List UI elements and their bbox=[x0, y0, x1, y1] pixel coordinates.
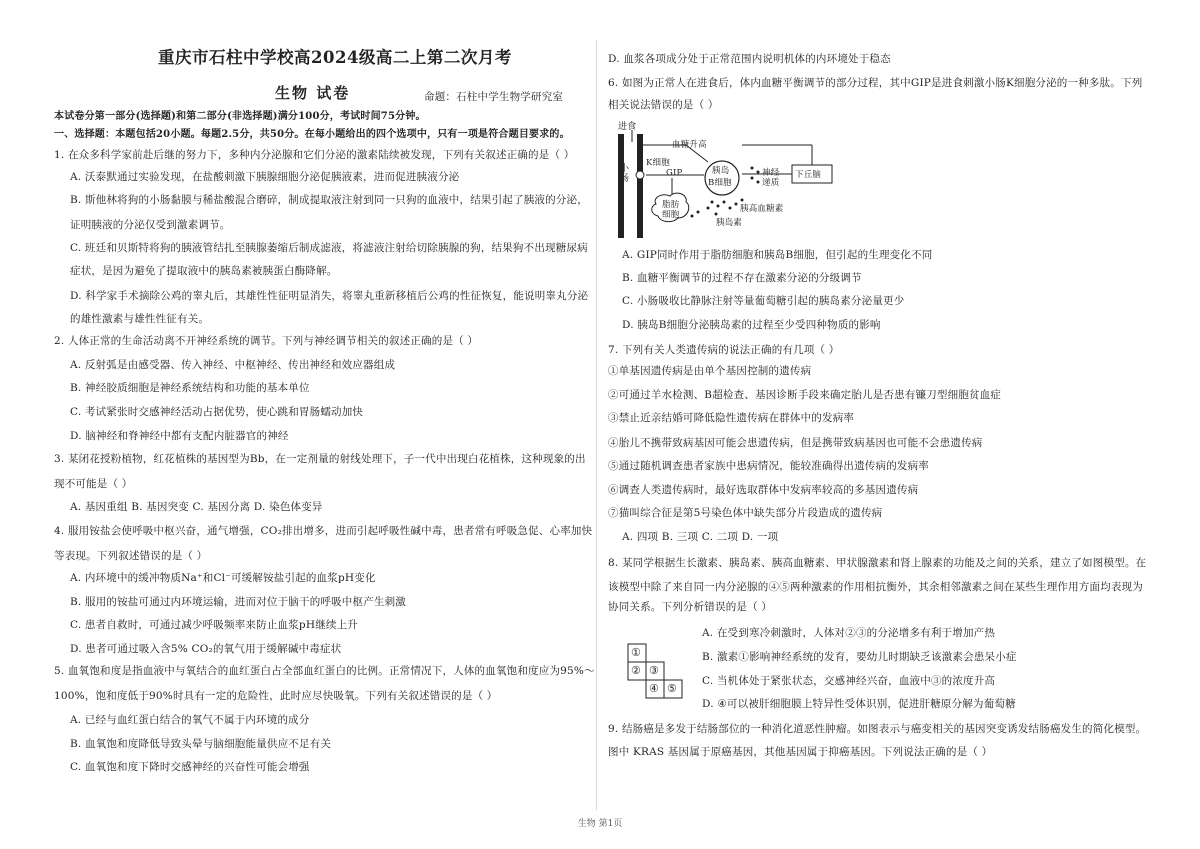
glucose-regulation-diagram bbox=[612, 120, 862, 240]
label-gaoxuetang: 胰高血糖素 bbox=[740, 204, 784, 214]
left-line: C. 患者自救时，可通过减少呼吸频率来防止血浆pH继续上升 bbox=[70, 619, 359, 631]
section-heading: 一、选择题：本题包括20小题。每题2.5分，共50分。在每小题给出的四个选项中，只有一项是符合题目要求的。 bbox=[54, 129, 570, 140]
left-line: C. 班廷和贝斯特将狗的胰液管结扎至胰腺萎缩后制成滤液，将滤液注射给切除胰腺的狗，结果狗不出现糖尿病 bbox=[70, 242, 588, 254]
left-line: 等表现。下列叙述错误的是（ ） bbox=[54, 550, 208, 562]
label-xiaochang: 小肠 bbox=[620, 164, 630, 184]
instructions: 本试卷分第一部分(选择题)和第二部分(非选择题)满分100分，考试时间75分钟。 bbox=[54, 111, 426, 122]
right-line: 6. 如图为正常人在进食后，体内血糖平衡调节的部分过程，其中GIP是进食刺激小肠K细胞分泌的一种多肽。下列 bbox=[608, 77, 1143, 89]
label-gip: GIP bbox=[666, 168, 683, 178]
left-line: 现不可能是（ ） bbox=[54, 478, 133, 490]
left-line: A. 反射弧是由感受器、传入神经、中枢神经、传出神经和效应器组成 bbox=[70, 359, 396, 371]
left-line: A. 沃泰默通过实验发现，在盐酸刺激下胰腺细胞分泌促胰液素，进而促进胰液分泌 bbox=[70, 171, 460, 183]
right-line: ⑥调查人类遗传病时，最好选取群体中发病率较高的多基因遗传病 bbox=[608, 484, 919, 496]
label-yidao: 胰岛 bbox=[712, 166, 730, 176]
left-line: 1. 在众多科学家前赴后继的努力下，多种内分泌腺和它们分泌的激素陆续被发现，下列有关叙述正确的是（ ） bbox=[54, 149, 575, 161]
left-line: 5. 血氧饱和度是指血液中与氧结合的血红蛋白占全部血红蛋白的比例。正常情况下，人体的血氧饱和度应为95%～ bbox=[54, 665, 595, 677]
right-line: A. GIP同时作用于脂肪细胞和胰岛B细胞，但引起的生理变化不同 bbox=[622, 249, 933, 261]
left-line: 3. 某闭花授粉植物，红花植株的基因型为Bb，在一定剂量的射线处理下，子一代中出现白花植株，这种现象的出 bbox=[54, 453, 586, 465]
left-line: 的雄性激素与雄性性征有关。 bbox=[70, 313, 210, 325]
left-line: A. 基因重组 B. 基因突变 C. 基因分离 D. 染色体变异 bbox=[70, 501, 323, 513]
left-line: D. 科学家手术摘除公鸡的睾丸后，其雄性性征明显消失，将睾丸重新移植后公鸡的性征恢复，能说明睾丸分泌 bbox=[70, 290, 589, 302]
left-line: 2. 人体正常的生命活动离不开神经系统的调节。下列与神经调节相关的叙述正确的是（ ） bbox=[54, 335, 479, 347]
cell-label-1: ① bbox=[631, 646, 642, 659]
right-line: ②可通过羊水检测、B超检查、基因诊断手段来确定胎儿是否患有镰刀型细胞贫血症 bbox=[608, 389, 1002, 401]
left-line: C. 血氧饱和度下降时交感神经的兴奋性可能会增强 bbox=[70, 761, 310, 773]
right-line: D. ④可以被肝细胞膜上特异性受体识别，促进肝糖原分解为葡萄糖 bbox=[702, 698, 1016, 710]
exam-title: 重庆市石柱中学校高2024级高二上第二次月考 bbox=[158, 48, 512, 67]
left-line: 症状，是因为避免了提取液中的胰岛素被胰蛋白酶降解。 bbox=[70, 265, 338, 277]
left-line: D. 患者可通过吸入含5% CO₂的氧气用于缓解碱中毒症状 bbox=[70, 643, 342, 655]
right-line: B. 激素①影响神经系统的发育，要幼儿时期缺乏该激素会患呆小症 bbox=[702, 651, 1017, 663]
right-line: A. 在受到寒冷刺激时，人体对②③的分泌增多有利于增加产热 bbox=[702, 627, 996, 639]
cell-label-4: ④ bbox=[649, 682, 660, 695]
cell-label-5: ⑤ bbox=[667, 682, 678, 695]
right-line: 7. 下列有关人类遗传病的说法正确的有几项（ ） bbox=[608, 344, 840, 356]
page-footer: 生物 第1页 bbox=[577, 819, 623, 829]
right-line: C. 当机体处于紧张状态，交感神经兴奋，血液中③的浓度升高 bbox=[702, 675, 996, 687]
label-xiaqiunao: 下丘脑 bbox=[795, 170, 822, 180]
right-line: C. 小肠吸收比静脉注射等量葡萄糖引起的胰岛素分泌量更少 bbox=[622, 295, 905, 307]
left-line: 100%，饱和度低于90%时具有一定的危险性，此时应尽快吸氧。下列有关叙述错误的是（ ） bbox=[54, 690, 498, 702]
right-line: A. 四项 B. 三项 C. 二项 D. 一项 bbox=[622, 531, 779, 543]
label-yidaosu: 胰岛素 bbox=[716, 218, 743, 228]
label-jinshi: 进食 bbox=[618, 122, 637, 132]
right-line: 该模型中除了来自同一内分泌腺的④⑤两种激素的作用相抗衡外，其余相邻激素之间在某些生理作用方面均表现为 bbox=[608, 581, 1143, 593]
hormone-model-diagram bbox=[626, 642, 692, 702]
right-line: ③禁止近亲结婚可降低隐性遗传病在群体中的发病率 bbox=[608, 412, 855, 424]
left-line: 4. 服用铵盐会使呼吸中枢兴奋，通气增强，CO₂排出增多，进而引起呼吸性碱中毒，患者常有呼吸急促、心率加快 bbox=[54, 525, 593, 537]
right-line: B. 血糖平衡调节的过程不存在激素分泌的分级调节 bbox=[622, 272, 862, 284]
right-line: 8. 某同学根据生长激素、胰岛素、胰高血糖素、甲状腺激素和肾上腺素的功能及之间的关系，建立了如图模型。在 bbox=[608, 557, 1147, 569]
left-line: B. 神经胶质细胞是神经系统结构和功能的基本单位 bbox=[70, 382, 310, 394]
label-kxibao: K细胞 bbox=[646, 158, 670, 168]
label-shenjing: 神经递质 bbox=[762, 168, 780, 188]
label-bxibao: B细胞 bbox=[708, 178, 732, 188]
right-line: D. 血浆各项成分处于正常范围内说明机体的内环境处于稳态 bbox=[608, 53, 891, 65]
right-line: 图中 KRAS 基因属于原癌基因，其他基因属于抑癌基因。下列说法正确的是（ ） bbox=[608, 746, 993, 758]
left-line: D. 脑神经和脊神经中都有支配内脏器官的神经 bbox=[70, 430, 289, 442]
left-line: B. 血氧饱和度降低导致头晕与脑细胞能量供应不足有关 bbox=[70, 738, 332, 750]
subject-title: 生物 试卷 bbox=[275, 84, 351, 102]
right-line: ⑤通过随机调查患者家族中患病情况，能较准确得出遗传病的发病率 bbox=[608, 460, 929, 472]
label-xuetang: 血糖升高 bbox=[672, 140, 707, 150]
left-line: A. 内环境中的缓冲物质Na⁺和Cl⁻可缓解铵盐引起的血浆pH变化 bbox=[70, 572, 376, 584]
left-line: 证明胰液的分泌仅受到激素调节。 bbox=[70, 219, 231, 231]
right-line: 协同关系。下列分析错误的是（ ） bbox=[608, 601, 773, 613]
left-line: C. 考试紧张时交感神经活动占据优势，使心跳和胃肠蠕动加快 bbox=[70, 406, 364, 418]
k-cell-marker bbox=[636, 171, 644, 179]
column-divider bbox=[596, 40, 597, 810]
right-line: 9. 结肠癌是多发于结肠部位的一种消化道恶性肿瘤。如图表示与癌变相关的基因突变诱发结肠癌发生的简化模型。 bbox=[608, 723, 1147, 735]
cell-label-3: ③ bbox=[649, 664, 660, 677]
right-line: ④胎儿不携带致病基因可能会患遗传病，但是携带致病基因也可能不会患遗传病 bbox=[608, 437, 983, 449]
right-line: 相关说法错误的是（ ） bbox=[608, 99, 719, 111]
intestine-wall-left bbox=[618, 134, 624, 238]
left-line: A. 已经与血红蛋白结合的氧气不属于内环境的成分 bbox=[70, 714, 310, 726]
right-line: ①单基因遗传病是由单个基因控制的遗传病 bbox=[608, 365, 812, 377]
right-line: D. 胰岛B细胞分泌胰岛素的过程至少受四种物质的影响 bbox=[622, 319, 881, 331]
left-line: B. 服用的铵盐可通过内环境运输，进而对位于脑干的呼吸中枢产生刺激 bbox=[70, 596, 406, 608]
right-line: ⑦猫叫综合征是第5号染色体中缺失部分片段造成的遗传病 bbox=[608, 507, 883, 519]
label-zhifang: 脂肪细胞 bbox=[662, 200, 680, 220]
left-line: B. 斯他林将狗的小肠黏膜与稀盐酸混合磨碎，制成提取液注射到同一只狗的血液中，结果引起了胰液的分泌， bbox=[70, 194, 588, 206]
author-line: 命题：石柱中学生物学研究室 bbox=[424, 91, 564, 103]
intestine-wall-right bbox=[637, 134, 643, 238]
cell-label-2: ② bbox=[631, 664, 642, 677]
